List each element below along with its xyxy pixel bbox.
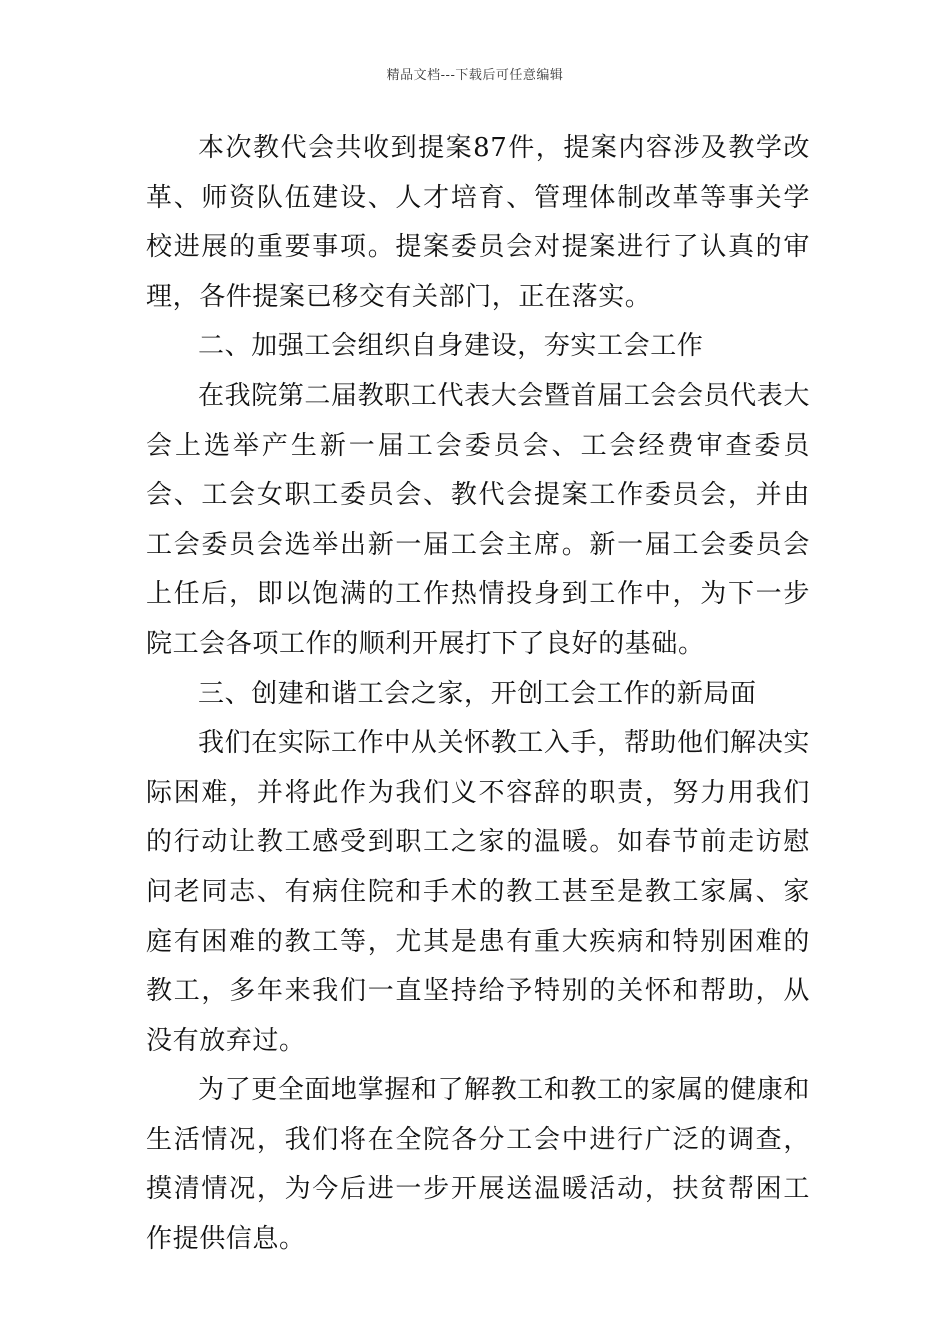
document-body — [146, 124, 810, 1265]
paragraph-survey-plan: 为了更全面地掌握和了解教工和教工的家属的健康和生活情况，我们将在全院各分工会中进行广泛的调查，摸清情况，为今后进一步开展送温暖活动，扶贫帮困工作提供信息。 — [146, 1075, 810, 1255]
paragraph-union-committee: 在我院第二届教职工代表大会暨首届工会会员代表大会上选举产生新一届工会委员会、工会经费审查委员会、工会女职工委员会、教代会提案工作委员会，并由工会委员会选举出新一届工会主席。新一届工会委员会上任后，即以饱满的工作热情投身到工作中，为下一步院工会各项工作的顺利开展打下了良好的基础。 — [146, 380, 810, 659]
page-header: 精品文档---下载后可任意编辑 — [386, 68, 564, 83]
section-heading-2: 二、加强工会组织自身建设，夯实工会工作 — [198, 331, 704, 362]
paragraph-caring-staff: 我们在实际工作中从关怀教工入手，帮助他们解决实际困难，并将此作为我们义不容辞的职责，努力用我们的行动让教工感受到职工之家的温暖。如春节前走访慰问老同志、有病住院和手术的教工甚至是教工家属、家庭有困难的教工等，尤其是患有重大疾病和特别困难的教工，多年来我们一直坚持给予特别的关怀和帮助，从没有放弃过。 — [146, 728, 810, 1056]
paragraph-proposals: 本次教代会共收到提案87件，提案内容涉及教学改革、师资队伍建设、人才培育、管理体制改革等事关学校进展的重要事项。提案委员会对提案进行了认真的审理，各件提案已移交有关部门，正在落实。 — [146, 133, 810, 312]
section-heading-3: 三、创建和谐工会之家，开创工会工作的新局面 — [198, 678, 757, 709]
